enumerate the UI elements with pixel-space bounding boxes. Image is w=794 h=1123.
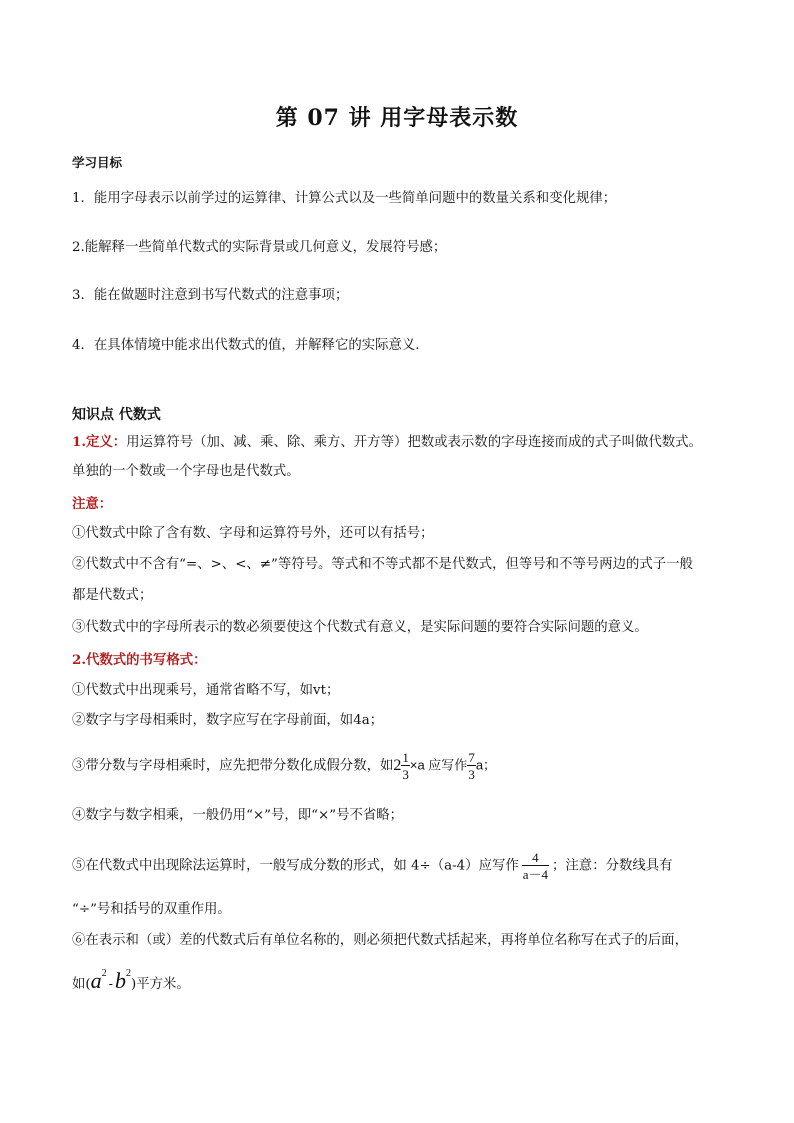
definition-line <box>72 432 732 453</box>
format-6: ⑥在表示和（或）差的代数式后有单位名称的，则必须把代数式括起来，再将单位名称写在式子的后面， <box>72 933 688 948</box>
format-6-suffix: )平方米。 <box>130 977 190 992</box>
math-var-a: a <box>90 968 102 993</box>
math-minus: - <box>108 976 113 991</box>
format-6-cont <box>72 964 732 995</box>
format-2: ②数字与字母相乘时，数字应写在字母前面，如4a； <box>72 713 384 728</box>
math-exponent: 2 <box>101 968 107 979</box>
mixed-number-whole: 2 <box>393 757 402 774</box>
format-1: ①代数式中出现乘号，通常省略不写，如vt； <box>72 683 340 698</box>
goals-heading: 学习目标 <box>72 155 123 170</box>
format-3-mid: ×a 应写作 <box>409 757 468 773</box>
note-2: ②代数式中不含有“=、>、<、≠”等符号。等式和不等式都不是代数式，但等号和不等号两边的式子一般 <box>72 557 693 572</box>
math-exponent: 2 <box>125 968 131 979</box>
format-4: ④数字与数字相乘，一般仍用“×”号，即“×”号不省略； <box>72 808 404 823</box>
page-title: 第 07 讲 用字母表示数 <box>275 105 519 131</box>
improper-fraction <box>467 751 476 781</box>
format-3 <box>72 751 732 781</box>
goal-item-1: 1．能用字母表示以前学过的运算律、计算公式以及一些简单问题中的数量关系和变化规律； <box>72 191 617 206</box>
note-1: ①代数式中除了含有数、字母和运算符号外，还可以有括号； <box>72 526 434 541</box>
note-label: 注意： <box>72 496 113 512</box>
definition-label: 1.定义： <box>72 434 127 450</box>
format-label: 2.代数式的书写格式： <box>72 652 207 668</box>
format-5-suffix: ；注意：分数线具有 <box>552 858 673 874</box>
fraction-numerator: 1 <box>402 750 409 765</box>
definition-line-2: 单独的一个数或一个字母也是代数式。 <box>72 464 300 479</box>
format-5-cont: “÷”号和括号的双重作用。 <box>72 902 231 917</box>
fraction-denominator: 3 <box>468 767 475 782</box>
fraction-denominator: a－4 <box>522 867 549 882</box>
format-5 <box>72 851 732 881</box>
fraction-numerator: 7 <box>468 750 475 765</box>
fraction-numerator: 4 <box>522 851 549 866</box>
fraction-denominator: 3 <box>402 767 409 782</box>
mixed-number-fraction <box>401 751 410 781</box>
note-3: ③代数式中的字母所表示的数必须要使这个代数式有意义，是实际问题的要符合实际问题的意义。 <box>72 620 648 635</box>
format-6-prefix: 如( <box>72 977 91 992</box>
definition-text: 用运算符号（加、减、乘、除、乘方、开方等）把数或表示数的字母连接而成的式子叫做代数式。 <box>126 435 702 450</box>
goal-item-2: 2.能解释一些简单代数式的实际背景或几何意义，发展符号感； <box>72 240 447 255</box>
note-2-cont: 都是代数式； <box>72 588 153 603</box>
goal-item-4: 4．在具体情境中能求出代数式的值，并解释它的实际意义. <box>72 338 420 353</box>
format-5-prefix: ⑤在代数式中出现除法运算时，一般写成分数的形式，如 4÷（a-4）应写作 <box>72 858 519 874</box>
goal-item-3: 3．能在做题时注意到书写代数式的注意事项； <box>72 288 349 303</box>
format-3-suffix: a； <box>475 757 497 773</box>
knowledge-heading: 知识点 代数式 <box>72 407 161 423</box>
format-3-prefix: ③带分数与字母相乘时，应先把带分数化成假分数，如 <box>72 758 394 774</box>
math-var-b: b <box>114 968 126 993</box>
division-fraction <box>522 851 549 881</box>
